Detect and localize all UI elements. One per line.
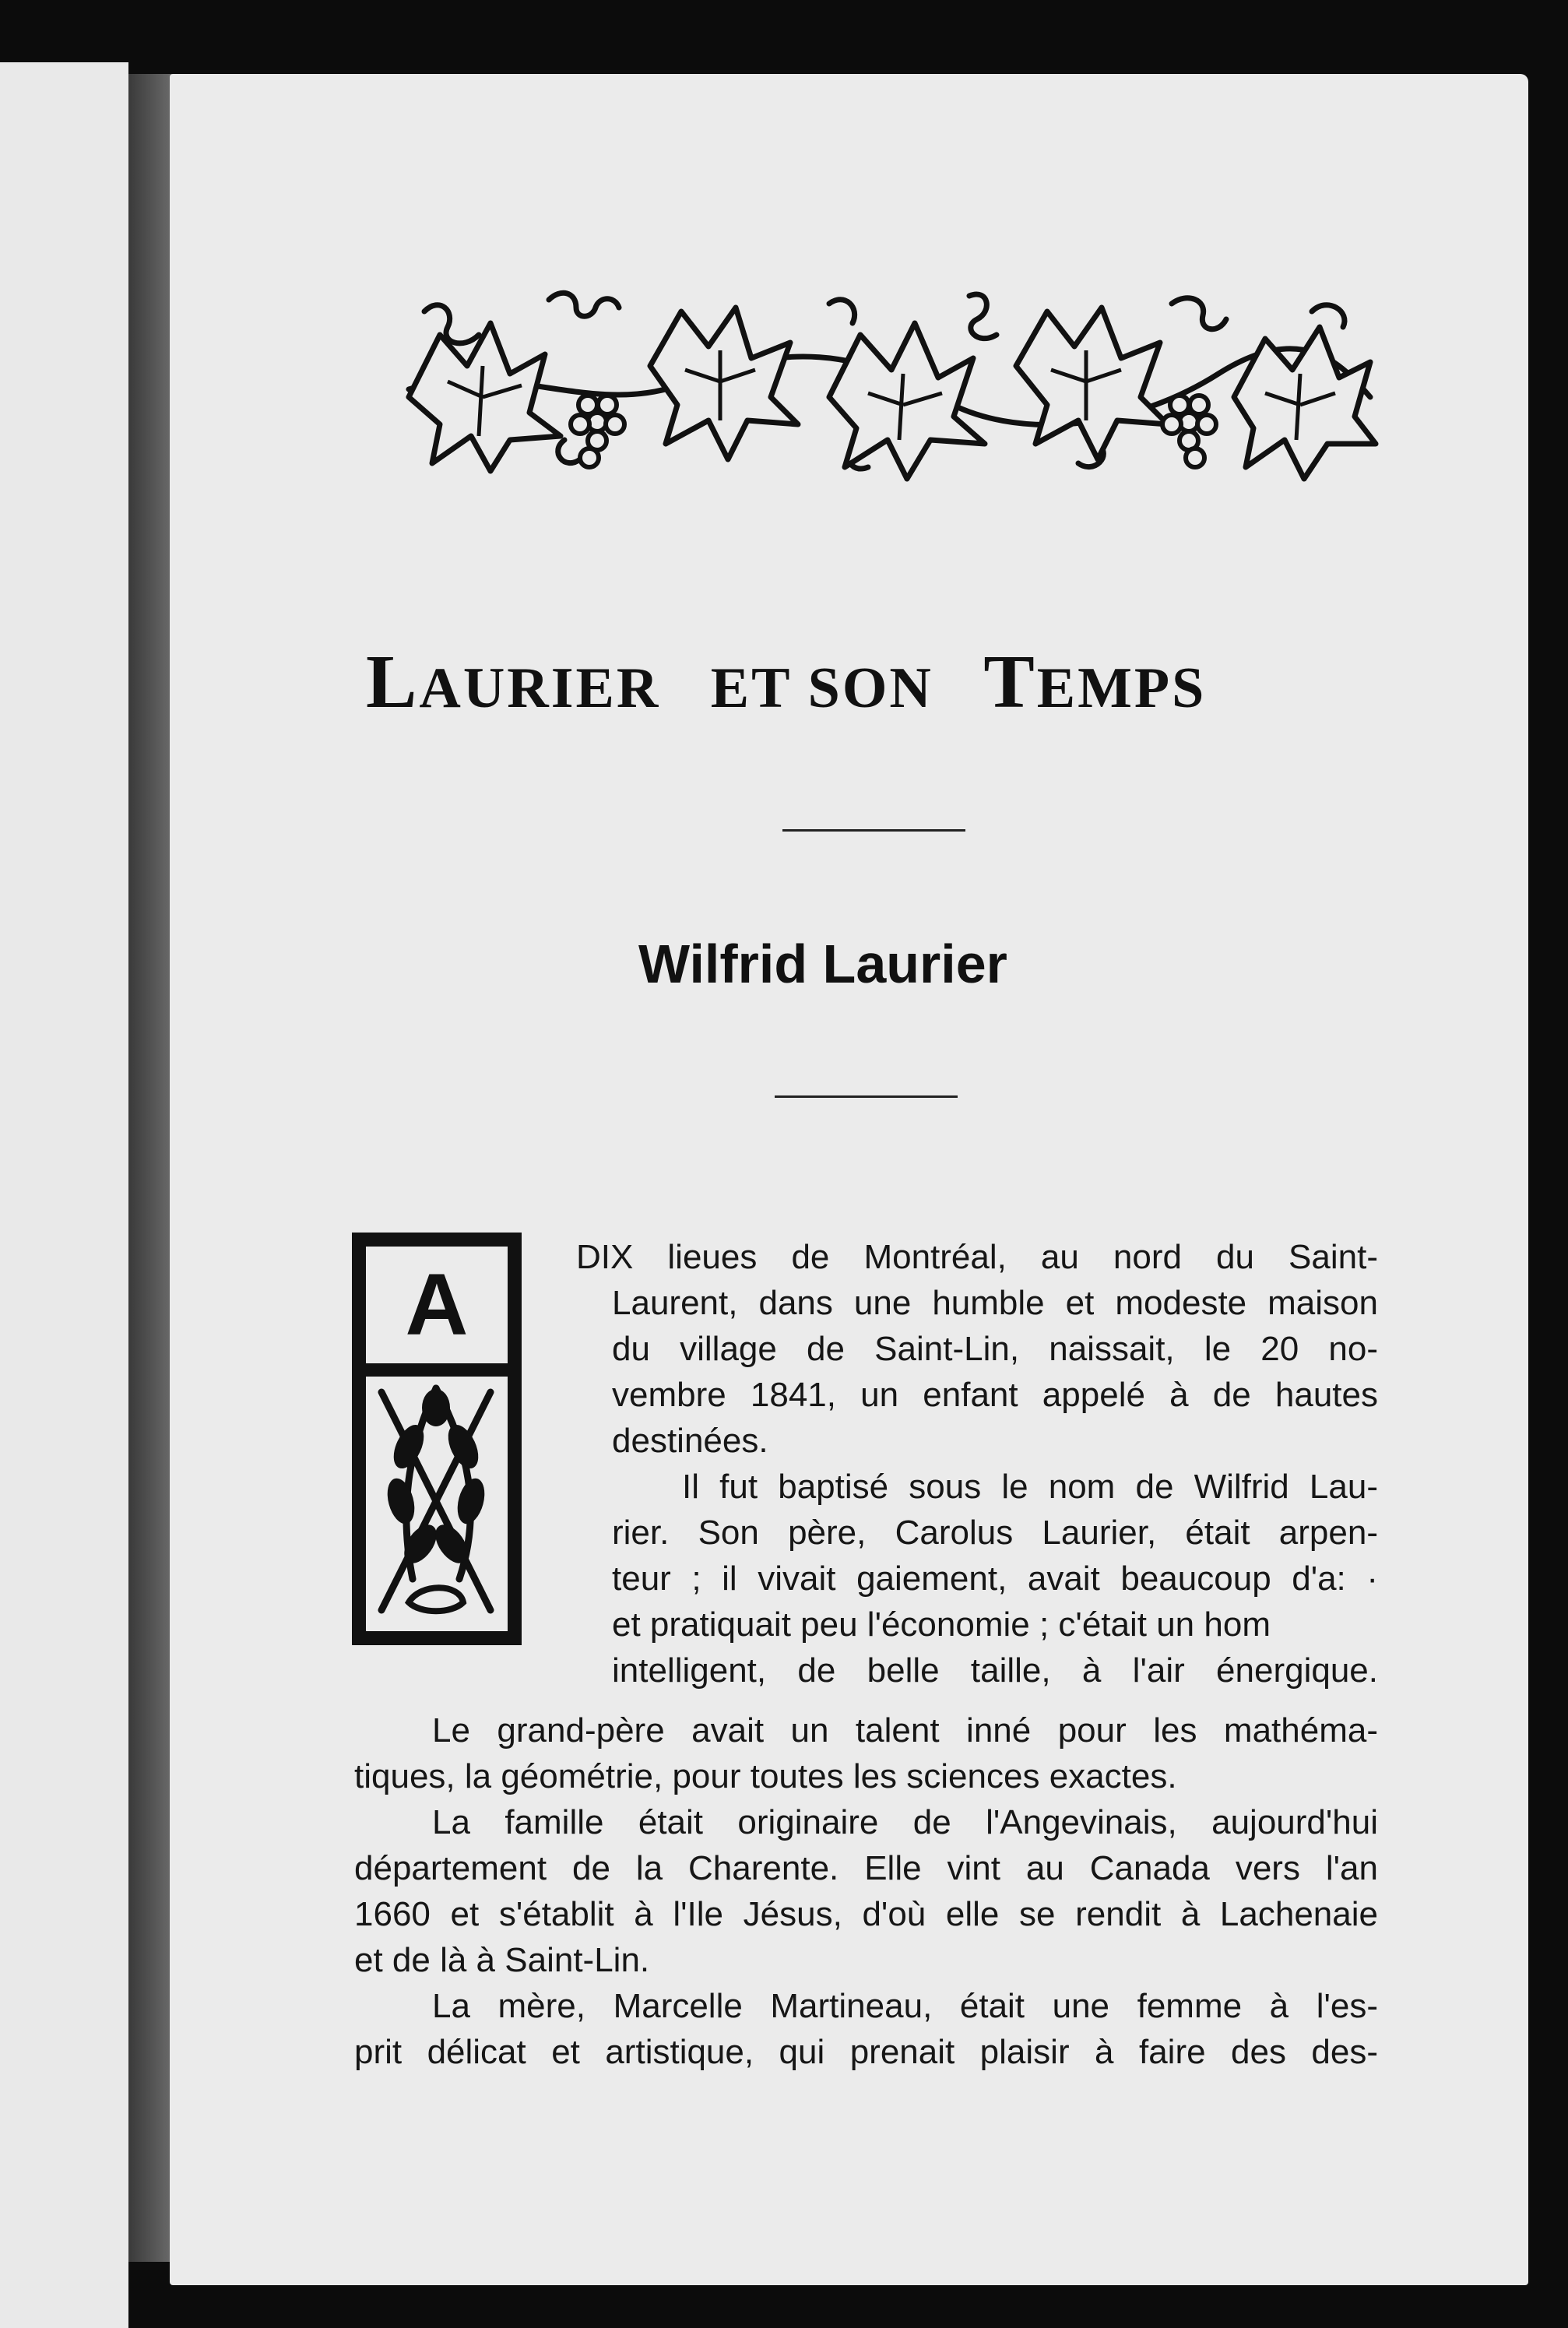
title-word-temps: EMPS [1036,656,1207,720]
title-initial-t: T [983,640,1037,724]
drop-cap-letter-panel [366,1247,508,1363]
grapevine-ornament-icon [393,280,1382,491]
text-line: Laurent, dans une humble et modeste maison [612,1284,1378,1322]
text-line: Le grand-père avait un talent inné pour les mathéma- [432,1711,1378,1750]
text-line: tiques, la géométrie, pour toutes les sciences exactes. [354,1757,1177,1795]
wheat-sheaf-icon [366,1377,508,1631]
text-line: destinées. [612,1422,768,1460]
section-subtitle: Wilfrid Laurier [638,934,1007,994]
text-line: 1660 et s'établit à l'Ile Jésus, d'où elle se rendit à Lachenaie [354,1895,1378,1933]
text-line: et pratiquait peu l'économie ; c'était un hom [612,1605,1271,1644]
text-line: teur ; il vivait gaiement, avait beaucoup d'a: · [612,1560,1378,1598]
drop-cap-box [352,1233,522,1645]
text-line: département de la Charente. Elle vint au Canada vers l'an [354,1849,1378,1887]
drop-cap-letter: A [405,1256,469,1353]
chapter-title [366,638,1401,726]
subtitle-divider [775,1095,958,1098]
title-word-laurier: AURIER [419,656,661,720]
title-words-et-son: ET SON [710,656,933,720]
title-divider [782,829,965,832]
title-initial-l: L [366,640,420,724]
text-line: du village de Saint-Lin, naissait, le 20 no- [612,1330,1378,1368]
text-line: La mère, Marcelle Martineau, était une femme à l'es- [432,1987,1378,2025]
text-line: La famille était originaire de l'Angevinais, aujourd'hui [432,1803,1378,1841]
text-line: rier. Son père, Carolus Laurier, était arpen- [612,1514,1378,1552]
text-line: prit délicat et artistique, qui prenait plaisir à faire des des- [354,2033,1378,2071]
left-page-edge [0,62,128,2328]
continuing-paragraphs [354,1707,1378,2075]
text-line: DIX lieues de Montréal, au nord du Saint- [576,1238,1378,1276]
text-line: Il fut baptisé sous le nom de Wilfrid Lau- [682,1468,1378,1506]
text-line: vembre 1841, un enfant appelé à de hautes [612,1376,1378,1414]
opening-paragraph [576,1234,1378,1693]
text-line: et de là à Saint-Lin. [354,1941,650,1979]
text-line: intelligent, de belle taille, à l'air énergique. [612,1651,1378,1690]
